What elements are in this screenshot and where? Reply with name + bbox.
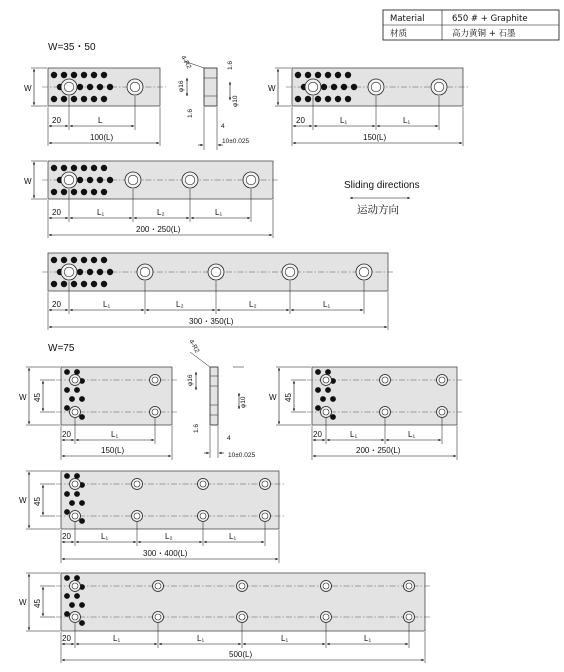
graphite-plug bbox=[51, 281, 57, 287]
graphite-plug bbox=[77, 177, 83, 183]
graphite-plug bbox=[325, 369, 331, 375]
graphite-plug bbox=[321, 84, 327, 90]
mount-hole-small bbox=[380, 407, 391, 418]
graphite-plug bbox=[87, 177, 93, 183]
graphite-plug bbox=[91, 257, 97, 263]
mount-hole-small bbox=[437, 375, 448, 386]
graphite-plug bbox=[79, 500, 85, 506]
mount-hole bbox=[282, 264, 298, 280]
dim-w: W bbox=[24, 84, 32, 93]
dim-thickness: 10±0.025 bbox=[222, 138, 250, 145]
dim-45: 45 bbox=[284, 393, 293, 402]
graphite-plug bbox=[97, 84, 103, 90]
dim-l1: L₁ bbox=[113, 634, 121, 643]
mount-hole-small bbox=[153, 612, 164, 623]
dim-l1: L₁ bbox=[323, 300, 331, 309]
dim-l1: L₁ bbox=[350, 430, 358, 439]
graphite-plug bbox=[330, 396, 336, 402]
mount-hole-small bbox=[380, 375, 391, 386]
dim-offset: 20 bbox=[296, 116, 305, 125]
graphite-plug bbox=[64, 575, 70, 581]
dim-l2: L₂ bbox=[157, 208, 165, 217]
dim-offset: 20 bbox=[62, 430, 71, 439]
graphite-plug bbox=[101, 281, 107, 287]
graphite-plug bbox=[91, 72, 97, 78]
graphite-plug bbox=[51, 257, 57, 263]
sliding-label-en: Sliding directions bbox=[344, 180, 420, 191]
dim-l1: L₁ bbox=[229, 532, 237, 541]
dim-45: 45 bbox=[33, 599, 42, 608]
dim-length: 150(L) bbox=[101, 446, 125, 455]
mount-hole-small bbox=[321, 581, 332, 592]
chamfer-label: 4-R2 bbox=[179, 54, 193, 71]
graphite-plug bbox=[345, 96, 351, 102]
graphite-plug bbox=[79, 396, 85, 402]
dim-45: 45 bbox=[33, 497, 42, 506]
dim-l: L bbox=[98, 116, 103, 125]
graphite-plug bbox=[331, 84, 337, 90]
graphite-plug bbox=[315, 369, 321, 375]
mount-hole-small bbox=[198, 511, 209, 522]
dim-depth: 4 bbox=[221, 123, 225, 130]
dim-length: 200・250(L) bbox=[136, 225, 181, 234]
graphite-plug bbox=[81, 281, 87, 287]
plate-300-350 bbox=[42, 253, 394, 330]
graphite-plug bbox=[64, 387, 70, 393]
dim-offset: 20 bbox=[62, 532, 71, 541]
dim-depth: 4 bbox=[227, 435, 231, 442]
graphite-plug bbox=[87, 84, 93, 90]
graphite-plug bbox=[305, 96, 311, 102]
mount-hole-small bbox=[260, 511, 271, 522]
dim-l1: L₁ bbox=[101, 532, 109, 541]
sliding-label-cn: 运动方向 bbox=[357, 204, 399, 216]
graphite-plug bbox=[81, 165, 87, 171]
graphite-plug bbox=[91, 189, 97, 195]
dim-l1: L₁ bbox=[281, 634, 289, 643]
graphite-plug bbox=[97, 177, 103, 183]
graphite-plug bbox=[61, 72, 67, 78]
graphite-plug bbox=[61, 165, 67, 171]
graphite-plug bbox=[101, 189, 107, 195]
graphite-plug bbox=[74, 369, 80, 375]
graphite-plug bbox=[51, 165, 57, 171]
mount-hole-small bbox=[198, 479, 209, 490]
profile-section-a bbox=[178, 55, 249, 151]
graphite-plug bbox=[91, 165, 97, 171]
dim-w: W bbox=[19, 393, 27, 402]
graphite-plug bbox=[81, 189, 87, 195]
dim-45: 45 bbox=[33, 393, 42, 402]
graphite-plug bbox=[64, 509, 70, 515]
graphite-plug bbox=[69, 396, 75, 402]
mount-hole-small bbox=[260, 479, 271, 490]
dim-l1: L₁ bbox=[103, 300, 111, 309]
graphite-plug bbox=[71, 189, 77, 195]
mount-hole bbox=[125, 172, 141, 188]
dim-offset: 20 bbox=[52, 116, 61, 125]
graphite-plug bbox=[107, 177, 113, 183]
mount-hole bbox=[127, 79, 143, 95]
graphite-plug bbox=[315, 387, 321, 393]
dim-l1: L₁ bbox=[403, 116, 411, 125]
mount-hole-small bbox=[70, 612, 81, 623]
graphite-plug bbox=[295, 96, 301, 102]
mount-hole-small bbox=[70, 511, 81, 522]
dim-l1: L₁ bbox=[111, 430, 119, 439]
dim-l1: L₁ bbox=[408, 430, 416, 439]
mount-hole bbox=[182, 172, 198, 188]
graphite-plug bbox=[101, 165, 107, 171]
mount-hole bbox=[356, 264, 372, 280]
graphite-plug bbox=[74, 593, 80, 599]
graphite-plug bbox=[101, 72, 107, 78]
graphite-plug bbox=[341, 84, 347, 90]
dim-l2: L₂ bbox=[165, 532, 173, 541]
graphite-plug bbox=[61, 281, 67, 287]
dim-d16: φ16 bbox=[187, 374, 194, 386]
ra-label: 1.6 bbox=[227, 60, 234, 70]
graphite-plug bbox=[64, 611, 70, 617]
graphite-plug bbox=[61, 189, 67, 195]
graphite-plug bbox=[61, 257, 67, 263]
mount-hole-small bbox=[237, 581, 248, 592]
mount-hole bbox=[61, 79, 77, 95]
heading-w75: W=75 bbox=[48, 343, 75, 354]
mount-hole-small bbox=[70, 479, 81, 490]
graphite-plug bbox=[64, 491, 70, 497]
dim-offset: 20 bbox=[52, 300, 61, 309]
heading-w35-50: W=35・50 bbox=[48, 42, 96, 53]
graphite-plug bbox=[74, 575, 80, 581]
graphite-plug bbox=[81, 96, 87, 102]
chamfer-label: 4-R2 bbox=[187, 338, 201, 355]
graphite-plug bbox=[64, 369, 70, 375]
graphite-plug bbox=[71, 281, 77, 287]
graphite-plug bbox=[315, 72, 321, 78]
graphite-plug bbox=[81, 72, 87, 78]
graphite-plug bbox=[295, 72, 301, 78]
dim-l1: L₁ bbox=[197, 634, 205, 643]
graphite-plug bbox=[345, 72, 351, 78]
mount-hole bbox=[243, 172, 259, 188]
mount-hole-small bbox=[132, 511, 143, 522]
graphite-plug bbox=[325, 72, 331, 78]
dim-length: 300・400(L) bbox=[143, 549, 188, 558]
plate-w75-300-400 bbox=[19, 471, 284, 563]
dim-l1: L₁ bbox=[97, 208, 105, 217]
mount-hole-small bbox=[437, 407, 448, 418]
ra-label: 1.6 bbox=[187, 108, 194, 118]
plate-200-250 bbox=[24, 161, 279, 238]
plate-w75-150 bbox=[19, 367, 177, 460]
mount-hole-small bbox=[404, 612, 415, 623]
graphite-plug bbox=[51, 72, 57, 78]
graphite-plug bbox=[79, 620, 85, 626]
mount-hole-small bbox=[321, 612, 332, 623]
profile-section-b bbox=[187, 339, 255, 460]
graphite-plug bbox=[325, 96, 331, 102]
graphite-plug bbox=[69, 602, 75, 608]
graphite-plug bbox=[315, 405, 321, 411]
mount-hole-small bbox=[70, 581, 81, 592]
dim-d16: φ16 bbox=[178, 80, 185, 92]
graphite-plug bbox=[71, 165, 77, 171]
sliding-directions bbox=[344, 180, 420, 216]
graphite-plug bbox=[315, 96, 321, 102]
mount-hole-small bbox=[70, 375, 81, 386]
plate-w75-200-250 bbox=[269, 367, 462, 460]
dim-w: W bbox=[19, 598, 27, 607]
material-label-cn: 材质 bbox=[390, 29, 408, 39]
mount-hole-small bbox=[150, 407, 161, 418]
dim-offset: 20 bbox=[62, 634, 71, 643]
plate-w75-500 bbox=[19, 573, 430, 663]
graphite-plug bbox=[101, 96, 107, 102]
mount-hole bbox=[431, 79, 447, 95]
graphite-plug bbox=[91, 96, 97, 102]
graphite-plug bbox=[97, 269, 103, 275]
dim-l1: L₁ bbox=[364, 634, 372, 643]
graphite-plug bbox=[71, 96, 77, 102]
mount-hole-small bbox=[404, 581, 415, 592]
graphite-plug bbox=[79, 602, 85, 608]
graphite-plug bbox=[77, 84, 83, 90]
dim-l2: L₂ bbox=[176, 300, 184, 309]
mount-hole-small bbox=[321, 407, 332, 418]
graphite-plug bbox=[51, 189, 57, 195]
dim-d10: φ10 bbox=[240, 396, 247, 408]
dim-length: 300・350(L) bbox=[189, 317, 234, 326]
graphite-plug bbox=[107, 84, 113, 90]
graphite-plug bbox=[320, 396, 326, 402]
dim-thickness: 10±0.025 bbox=[228, 452, 256, 459]
dim-offset: 20 bbox=[313, 430, 322, 439]
mount-hole bbox=[208, 264, 224, 280]
dim-length: 100(L) bbox=[90, 133, 114, 142]
mount-hole bbox=[61, 264, 77, 280]
ra-label: 1.6 bbox=[193, 423, 200, 433]
dim-l2: L₂ bbox=[249, 300, 257, 309]
graphite-plug bbox=[335, 72, 341, 78]
mount-hole bbox=[137, 264, 153, 280]
graphite-plug bbox=[51, 96, 57, 102]
mount-hole-small bbox=[153, 581, 164, 592]
dim-offset: 20 bbox=[52, 208, 61, 217]
graphite-plug bbox=[107, 269, 113, 275]
mount-hole-small bbox=[70, 407, 81, 418]
dim-w: W bbox=[24, 177, 32, 186]
graphite-plug bbox=[61, 96, 67, 102]
mount-hole-small bbox=[132, 479, 143, 490]
graphite-plug bbox=[74, 473, 80, 479]
graphite-plug bbox=[101, 257, 107, 263]
material-value-cn: 高力黄铜 + 石墨 bbox=[452, 29, 516, 39]
mount-hole-small bbox=[237, 612, 248, 623]
graphite-plug bbox=[351, 84, 357, 90]
graphite-plug bbox=[69, 500, 75, 506]
mount-hole bbox=[368, 79, 384, 95]
dim-l1: L₁ bbox=[215, 208, 223, 217]
graphite-plug bbox=[74, 491, 80, 497]
mount-hole bbox=[305, 79, 321, 95]
material-label: Material bbox=[390, 14, 425, 24]
graphite-plug bbox=[71, 72, 77, 78]
graphite-plug bbox=[87, 269, 93, 275]
material-table bbox=[383, 10, 559, 40]
graphite-plug bbox=[64, 593, 70, 599]
graphite-plug bbox=[91, 281, 97, 287]
graphite-plug bbox=[325, 387, 331, 393]
dim-l1: L₁ bbox=[340, 116, 348, 125]
mount-hole-small bbox=[150, 375, 161, 386]
dim-d10: φ10 bbox=[232, 95, 239, 107]
graphite-plug bbox=[77, 269, 83, 275]
graphite-plug bbox=[74, 387, 80, 393]
graphite-plug bbox=[64, 473, 70, 479]
mount-hole-small bbox=[321, 375, 332, 386]
dim-w: W bbox=[19, 496, 27, 505]
mount-hole bbox=[61, 172, 77, 188]
dim-length: 200・250(L) bbox=[356, 446, 401, 455]
graphite-plug bbox=[81, 257, 87, 263]
dim-length: 150(L) bbox=[363, 133, 387, 142]
material-value: 650 # + Graphite bbox=[452, 14, 528, 24]
graphite-plug bbox=[335, 96, 341, 102]
graphite-plug bbox=[64, 405, 70, 411]
plate-150 bbox=[268, 68, 468, 146]
dim-w: W bbox=[269, 393, 277, 402]
graphite-plug bbox=[305, 72, 311, 78]
plate-100 bbox=[24, 68, 166, 146]
dim-length: 500(L) bbox=[229, 650, 253, 659]
graphite-plug bbox=[71, 257, 77, 263]
dim-w: W bbox=[268, 84, 276, 93]
